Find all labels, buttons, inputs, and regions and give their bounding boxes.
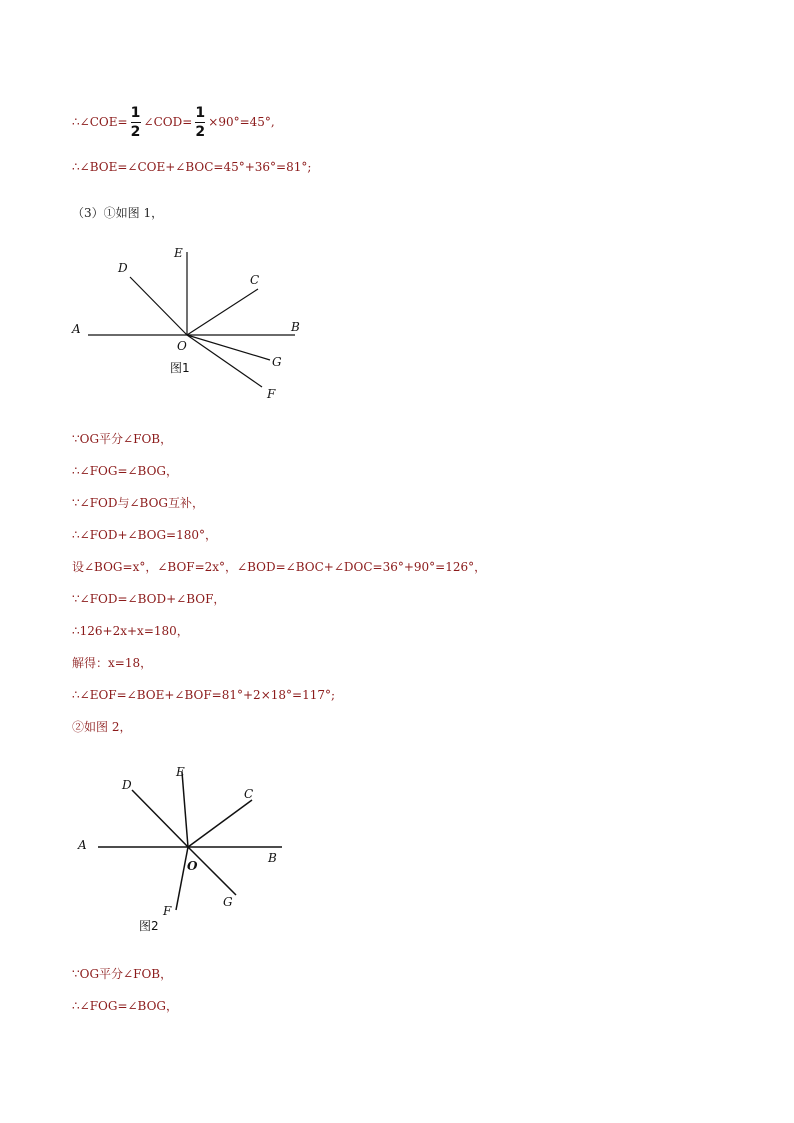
label-g: G — [272, 355, 282, 369]
label-d: D — [122, 778, 132, 792]
part3-case2-heading: ②如图 2， — [72, 720, 132, 734]
line-og-bisects: ∵OG平分∠FOB， — [72, 432, 173, 446]
numerator: 1 — [195, 105, 206, 121]
label-c: C — [244, 787, 254, 801]
denominator: 2 — [130, 124, 141, 140]
ray-of — [187, 335, 262, 387]
part3-heading: （3）①如图 1， — [72, 206, 164, 220]
ray-oc — [187, 289, 258, 335]
fraction-half-1 — [131, 105, 141, 140]
label-d: D — [118, 261, 128, 275]
eq-part-a: ∴∠COE= — [72, 115, 128, 129]
label-f: F — [163, 904, 172, 918]
line-solve: 解得：x=18， — [72, 656, 153, 670]
line-og-bisects-2: ∵OG平分∠FOB， — [72, 967, 173, 981]
ray-od — [132, 790, 188, 847]
label-b: B — [291, 320, 300, 334]
eq-part-b: ∠COD= — [143, 115, 193, 129]
figure-2-caption: 图2 — [139, 919, 159, 933]
label-o: O — [177, 339, 187, 353]
ray-oc — [188, 800, 252, 847]
line-sum-180: ∴∠FOD+∠BOG=180°， — [72, 528, 218, 542]
fraction-half-2 — [195, 105, 205, 140]
ray-oe — [182, 772, 188, 847]
label-c: C — [250, 273, 260, 287]
label-a: A — [72, 322, 81, 336]
eq-part-c: ×90°=45°, — [208, 115, 275, 129]
ray-od — [130, 277, 187, 335]
line-supplementary: ∵∠FOD与∠BOG互补， — [72, 496, 204, 510]
label-o: O — [187, 859, 198, 873]
denominator: 2 — [195, 124, 206, 140]
label-g: G — [223, 895, 233, 909]
equation-coe — [72, 105, 275, 140]
ray-of — [176, 847, 188, 910]
numerator: 1 — [130, 105, 141, 121]
line-fog-eq-bog: ∴∠FOG=∠BOG， — [72, 464, 179, 478]
label-f: F — [267, 387, 276, 401]
figure-1 — [60, 235, 320, 410]
equation-boe: ∴∠BOE=∠COE+∠BOC=45°+36°=81°; — [72, 160, 312, 174]
line-eof-result: ∴∠EOF=∠BOE+∠BOF=81°+2×18°=117°; — [72, 688, 336, 702]
line-fog-eq-bog-2: ∴∠FOG=∠BOG， — [72, 999, 179, 1013]
figure-2 — [70, 760, 300, 940]
label-b: B — [268, 851, 277, 865]
ray-og — [187, 335, 270, 360]
line-equation: ∴126+2x+x=180， — [72, 624, 189, 638]
line-fod-sum: ∵∠FOD=∠BOD+∠BOF， — [72, 592, 226, 606]
label-e: E — [176, 765, 185, 779]
figure-1-caption: 图1 — [170, 361, 190, 375]
line-let-x: 设∠BOG=x°，∠BOF=2x°，∠BOD=∠BOC+∠DOC=36°+90°=126°， — [72, 560, 487, 574]
label-a: A — [78, 838, 87, 852]
label-e: E — [174, 246, 183, 260]
